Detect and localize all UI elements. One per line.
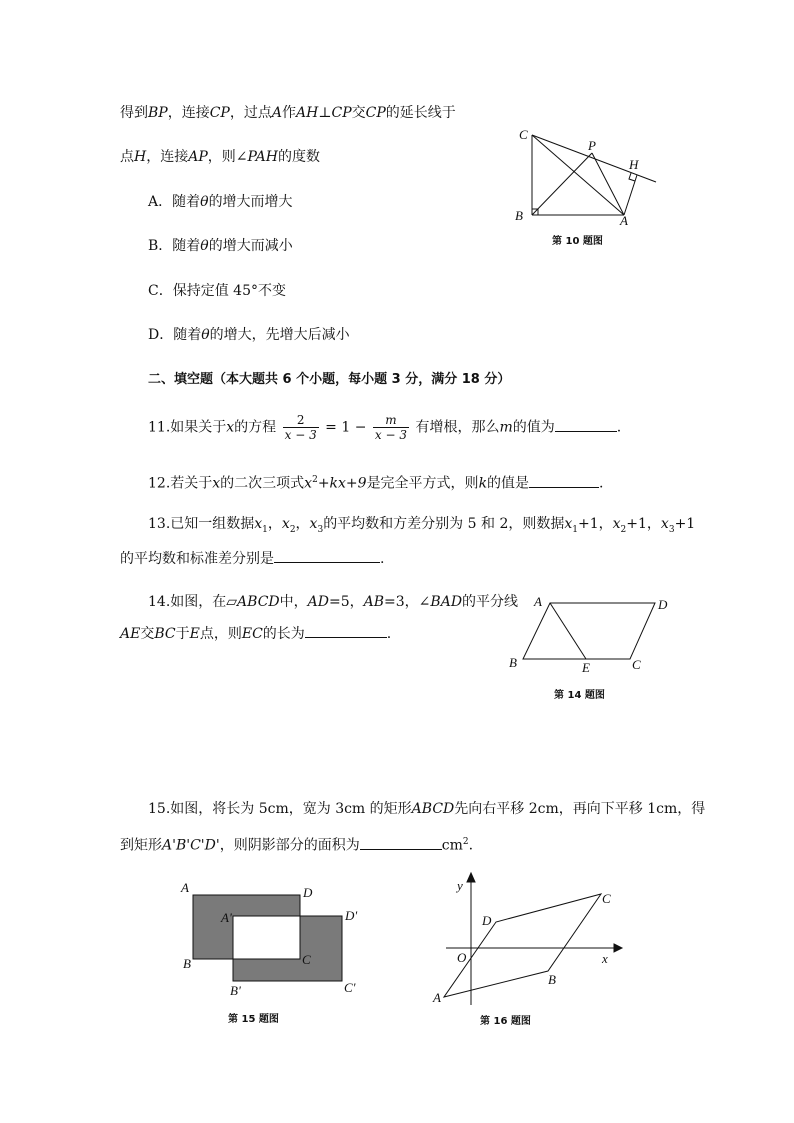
q16-label-y: y <box>457 878 463 893</box>
q11-frac2: $\frac{m}{x - 3}$ <box>374 413 407 442</box>
q16-label-a: A <box>433 990 441 1005</box>
q13-answer-blank[interactable] <box>274 548 380 563</box>
q13-line1: 13.已知一组数据$x_1$，$x_2$，$x_3$的平均数和方差分别为 5 和 2，则数据$x_1+1$，$x_2+1$，$x_3+1$ <box>148 516 696 535</box>
q15-label-b: B <box>183 956 191 971</box>
q14-caption: 第 14 题图 <box>554 690 605 701</box>
q14-label-c: C <box>632 657 641 672</box>
q15-label-a2: A' <box>221 910 232 925</box>
q10-option-c: C．保持定值 45°不变 <box>148 283 286 299</box>
q16-label-c: C <box>602 891 611 906</box>
q14-line1: 14.如图，在▱ABCD中，AD=5，AB=3，∠BAD的平分线 <box>148 594 519 610</box>
q10-label-h: H <box>629 157 639 172</box>
q10-seg-ca <box>532 135 624 215</box>
q14-parallelogram <box>523 603 655 659</box>
q15-line2: 到矩形A'B'C'D'，则阴影部分的面积为 $cm^2$. <box>120 833 473 855</box>
q14-seg-ae <box>550 603 586 659</box>
q10-line2: 点H，连接AP，则∠PAH的度数 <box>120 149 320 165</box>
q16-y-arrow <box>467 873 475 882</box>
q10-seg-bp <box>532 153 592 215</box>
q15-answer-blank[interactable] <box>360 835 442 850</box>
q13-line2: 的平均数和标准差分别是 . <box>120 548 384 568</box>
q15-line1: 15.如图，将长为 5cm，宽为 3cm 的矩形ABCD先向右平移 2cm，再向下平移 1cm，得 <box>148 801 706 817</box>
q16-label-d: D <box>482 913 492 928</box>
q12-answer-blank[interactable] <box>529 473 599 488</box>
q12: 12.若关于x的二次三项式$x^2+kx+9$是完全平方式，则k的值是 . <box>148 471 604 493</box>
q15-label-c: C <box>302 952 311 967</box>
q15-label-d: D <box>303 885 313 900</box>
q16-x-arrow <box>614 944 622 952</box>
q16-label-o: O <box>457 950 467 965</box>
q11-answer-blank[interactable] <box>555 417 617 432</box>
q10-line1: 得到BP，连接CP，过点A作AH⊥CP交CP的延长线于 <box>120 105 456 121</box>
q10-label-c: C <box>519 127 528 142</box>
q11-frac1: $\frac{2}{x - 3}$ <box>284 413 317 442</box>
q14-label-a: A <box>534 594 542 609</box>
q14-label-d: D <box>658 597 668 612</box>
q10-option-b: B．随着θ的增大而减小 <box>148 238 293 254</box>
q10-seg-ah <box>624 175 637 215</box>
q15-caption: 第 15 题图 <box>228 1014 279 1025</box>
q16-caption: 第 16 题图 <box>480 1016 531 1027</box>
q15-label-b2: B' <box>230 983 241 998</box>
q15-label-a: A <box>181 880 189 895</box>
q15-overlap <box>233 916 300 959</box>
q10-seg-pa <box>592 153 624 215</box>
q16-figure <box>426 870 626 1010</box>
q15-figure <box>176 880 366 1000</box>
q10-label-b: B <box>515 208 523 223</box>
q14-answer-blank[interactable] <box>305 623 387 638</box>
q11: 11.如果关于x的方程 $\frac{2}{x - 3}$ = 1 − $\frac{m}{x - 3}$ 有增根，那么m的值为 . <box>148 413 622 442</box>
q14-label-b: B <box>509 655 517 670</box>
q14-line2: AE交BC于E点，则EC的长为 . <box>120 623 391 643</box>
q16-label-x: x <box>602 951 608 966</box>
q10-label-p: P <box>588 138 596 153</box>
q10-caption: 第 10 题图 <box>552 236 603 247</box>
q14-figure <box>505 592 680 674</box>
q10-option-a: A．随着θ的增大而增大 <box>148 194 293 210</box>
q14-label-e: E <box>582 660 590 674</box>
q10-option-d: D．随着θ的增大，先增大后减小 <box>148 327 350 343</box>
q15-label-d2: D' <box>345 908 358 923</box>
q16-label-b: B <box>548 972 556 987</box>
q10-label-a: A <box>620 213 628 228</box>
q16-parallelogram <box>444 894 601 997</box>
section-header: 二、填空题（本大题共 6 个小题，每小题 3 分，满分 18 分） <box>148 372 511 387</box>
q10-figure <box>510 125 670 230</box>
q15-label-c2: C' <box>344 980 356 995</box>
